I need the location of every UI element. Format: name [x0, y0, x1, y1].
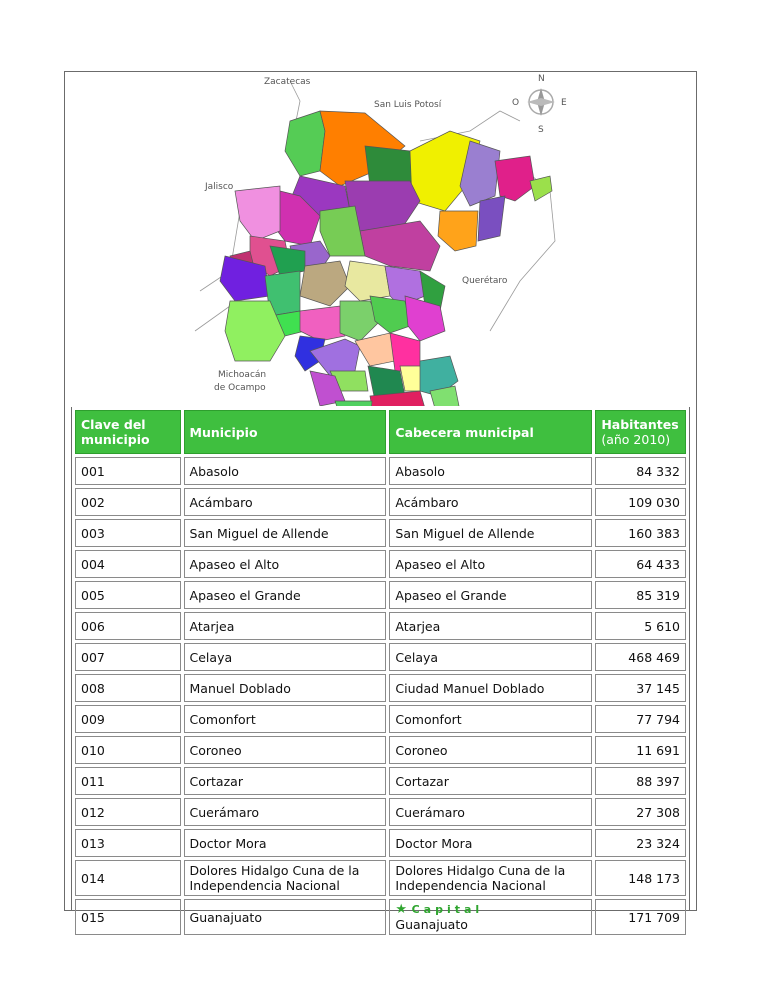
cell-clave: 006 — [75, 612, 181, 640]
cell-municipio: Apaseo el Alto — [184, 550, 387, 578]
cell-clave: 008 — [75, 674, 181, 702]
cell-municipio: Doctor Mora — [184, 829, 387, 857]
cell-cabecera: Dolores Hidalgo Cuna de la Independencia Nacional — [389, 860, 592, 896]
cell-clave: 004 — [75, 550, 181, 578]
cell-municipio: San Miguel de Allende — [184, 519, 387, 547]
table-row — [75, 829, 686, 857]
cell-municipio: Cuerámaro — [184, 798, 387, 826]
cell-habitantes: 109 030 — [595, 488, 686, 516]
cell-clave: 014 — [75, 860, 181, 896]
cell-municipio: Dolores Hidalgo Cuna de la Independencia Nacional — [184, 860, 387, 896]
cell-habitantes: 85 319 — [595, 581, 686, 609]
table-row — [75, 705, 686, 733]
capital-label: Capital — [411, 903, 484, 916]
cell-habitantes: 37 145 — [595, 674, 686, 702]
table-body — [75, 457, 686, 935]
table-row — [75, 899, 686, 935]
table-row — [75, 767, 686, 795]
table-row — [75, 736, 686, 764]
header-habitantes-year: (año 2010) — [601, 432, 671, 447]
label-michoacan: Michoacán — [218, 370, 267, 380]
label-de-ocampo: de Ocampo — [214, 383, 266, 393]
star-icon: ★ — [395, 902, 412, 917]
cell-cabecera: Atarjea — [389, 612, 592, 640]
header-cabecera: Cabecera municipal — [389, 410, 592, 454]
cell-habitantes: 468 469 — [595, 643, 686, 671]
cell-clave: 001 — [75, 457, 181, 485]
cell-municipio: Celaya — [184, 643, 387, 671]
table-row — [75, 860, 686, 896]
table-row — [75, 612, 686, 640]
cell-habitantes: 27 308 — [595, 798, 686, 826]
cell-cabecera: Apaseo el Alto — [389, 550, 592, 578]
cell-clave: 002 — [75, 488, 181, 516]
svg-text:N: N — [538, 74, 545, 84]
header-municipio: Municipio — [184, 410, 387, 454]
svg-text:O: O — [512, 98, 520, 108]
cell-clave: 003 — [75, 519, 181, 547]
label-queretaro: Querétaro — [462, 276, 508, 286]
cell-clave: 010 — [75, 736, 181, 764]
cell-municipio: Manuel Doblado — [184, 674, 387, 702]
cell-clave: 009 — [75, 705, 181, 733]
cell-cabecera: Celaya — [389, 643, 592, 671]
cell-cabecera: Coroneo — [389, 736, 592, 764]
cell-habitantes: 171 709 — [595, 899, 686, 935]
cell-habitantes: 5 610 — [595, 612, 686, 640]
cell-habitantes: 84 332 — [595, 457, 686, 485]
cell-cabecera: Abasolo — [389, 457, 592, 485]
cell-municipio: Abasolo — [184, 457, 387, 485]
cell-habitantes: 148 173 — [595, 860, 686, 896]
svg-text:S: S — [538, 125, 544, 135]
guanajuato-municipalities-map — [0, 71, 768, 406]
cell-habitantes: 88 397 — [595, 767, 686, 795]
cell-clave: 013 — [75, 829, 181, 857]
frame-divider-right — [689, 407, 690, 911]
cell-municipio: Coroneo — [184, 736, 387, 764]
cell-clave: 007 — [75, 643, 181, 671]
cell-cabecera: Comonfort — [389, 705, 592, 733]
table-row — [75, 674, 686, 702]
table-row — [75, 581, 686, 609]
cell-cabecera: Ciudad Manuel Doblado — [389, 674, 592, 702]
table-row — [75, 488, 686, 516]
cell-municipio: Cortazar — [184, 767, 387, 795]
table-row — [75, 550, 686, 578]
cell-municipio: Atarjea — [184, 612, 387, 640]
compass-rose-icon — [512, 74, 567, 135]
municipality-regions — [220, 111, 552, 406]
label-san-luis-potosi: San Luis Potosí — [374, 100, 442, 110]
header-habitantes-label: Habitantes — [601, 417, 679, 432]
cell-cabecera: Cuerámaro — [389, 798, 592, 826]
cell-cabecera: Cortazar — [389, 767, 592, 795]
cell-municipio: Acámbaro — [184, 488, 387, 516]
table-row — [75, 519, 686, 547]
table-header-row — [75, 410, 686, 454]
cell-clave: 015 — [75, 899, 181, 935]
label-jalisco: Jalisco — [205, 182, 234, 192]
cell-municipio: Guanajuato — [184, 899, 387, 935]
cell-habitantes: 23 324 — [595, 829, 686, 857]
cell-clave: 011 — [75, 767, 181, 795]
cell-habitantes: 160 383 — [595, 519, 686, 547]
cell-municipio: Apaseo el Grande — [184, 581, 387, 609]
cell-cabecera: Doctor Mora — [389, 829, 592, 857]
cell-cabecera: San Miguel de Allende — [389, 519, 592, 547]
cell-habitantes: 11 691 — [595, 736, 686, 764]
cell-cabecera: Acámbaro — [389, 488, 592, 516]
cell-clave: 005 — [75, 581, 181, 609]
table-row — [75, 457, 686, 485]
cell-municipio: Comonfort — [184, 705, 387, 733]
table-row — [75, 798, 686, 826]
cell-cabecera: Apaseo el Grande — [389, 581, 592, 609]
cell-clave: 012 — [75, 798, 181, 826]
header-clave: Clave del municipio — [75, 410, 181, 454]
capital-badge — [395, 902, 586, 917]
label-zacatecas: Zacatecas — [264, 77, 311, 87]
cabecera-name: Guanajuato — [395, 917, 468, 932]
table-row — [75, 643, 686, 671]
cell-habitantes: 77 794 — [595, 705, 686, 733]
municipalities-table — [72, 407, 689, 938]
header-habitantes — [595, 410, 686, 454]
cell-cabecera — [389, 899, 592, 935]
svg-text:E: E — [561, 98, 567, 108]
cell-habitantes: 64 433 — [595, 550, 686, 578]
